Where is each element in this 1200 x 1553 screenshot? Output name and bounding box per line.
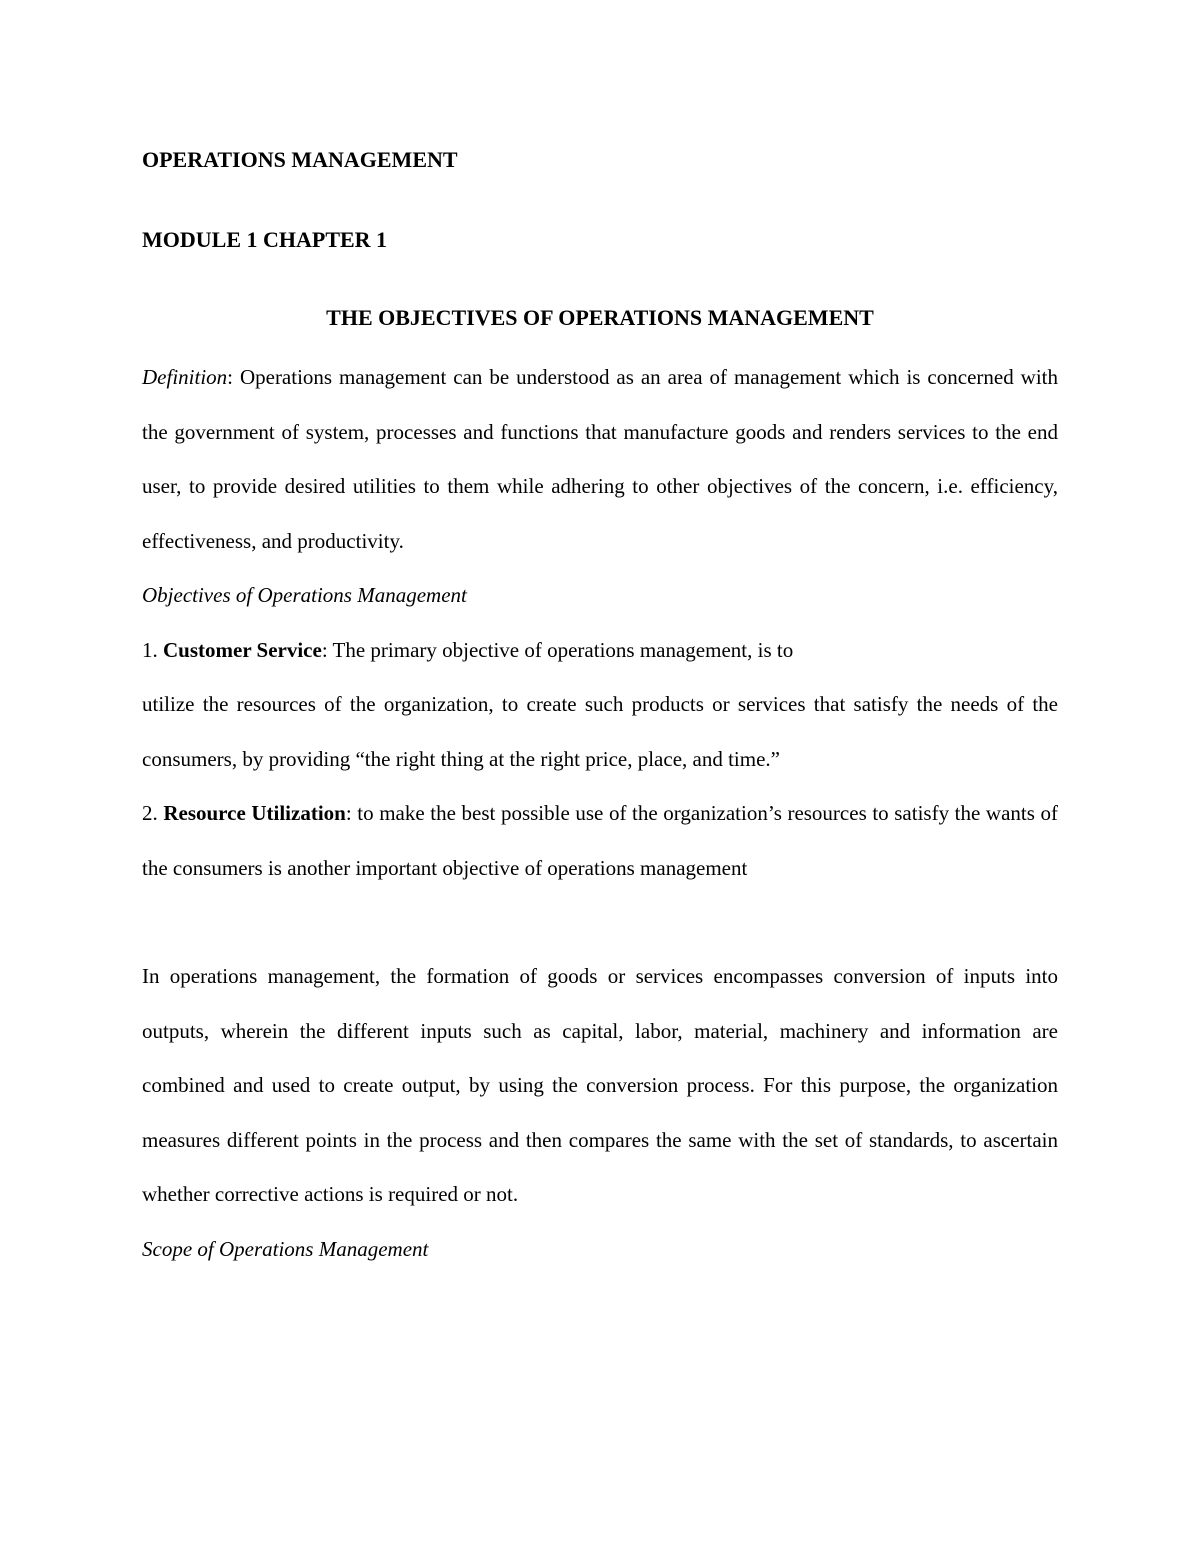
objective-number: 2. [142, 801, 164, 825]
objective-label: Customer Service [163, 637, 322, 662]
document-title: OPERATIONS MANAGEMENT [142, 147, 458, 172]
definition-label: Definition [142, 365, 228, 389]
conversion-paragraph: In operations management, the formation of goods or services encompasses conversion of inputs into outputs, wherein the different inputs such as capital, labor, material, machinery and information are combined and used to create output, by using the conversion process. For this purpose, the organization measures different points in the process and then compares the same with the set of standards, to ascertain whether corrective actions is required or not. [142, 964, 1058, 1206]
objective-label: Resource Utilization [163, 801, 346, 825]
module-heading: MODULE 1 CHAPTER 1 [142, 227, 388, 252]
objective-text: : to make the best possible use of the organization’s resources to satisfy the wants of the consumers is another important objective of operations management [142, 801, 1058, 880]
objective-item-resource-utilization [142, 786, 1058, 895]
scope-heading: Scope of Operations Management [142, 1236, 429, 1261]
document-body [142, 140, 1058, 1276]
objective-number: 1. [142, 637, 163, 662]
section-title: THE OBJECTIVES OF OPERATIONS MANAGEMENT [326, 305, 874, 330]
objective-item-customer-service [142, 623, 1058, 678]
objectives-heading: Objectives of Operations Management [142, 583, 467, 607]
objective-continuation: utilize the resources of the organization, to create such products or services that satisfy the needs of the consumers, by providing “the right thing at the right price, place, and time.” [142, 692, 1058, 771]
definition-paragraph [142, 350, 1058, 568]
paragraph-spacer [142, 895, 1058, 949]
objective-first-line: : The primary objective of operations management, is to [321, 637, 794, 662]
definition-text: : Operations management can be understood as an area of management which is concerned with the government of system, processes and functions that manufacture goods and renders services to the end user, to provide desired utilities to them while adhering to other objectives of the concern, i.e. efficiency, effectiveness, and productivity. [142, 365, 1058, 553]
